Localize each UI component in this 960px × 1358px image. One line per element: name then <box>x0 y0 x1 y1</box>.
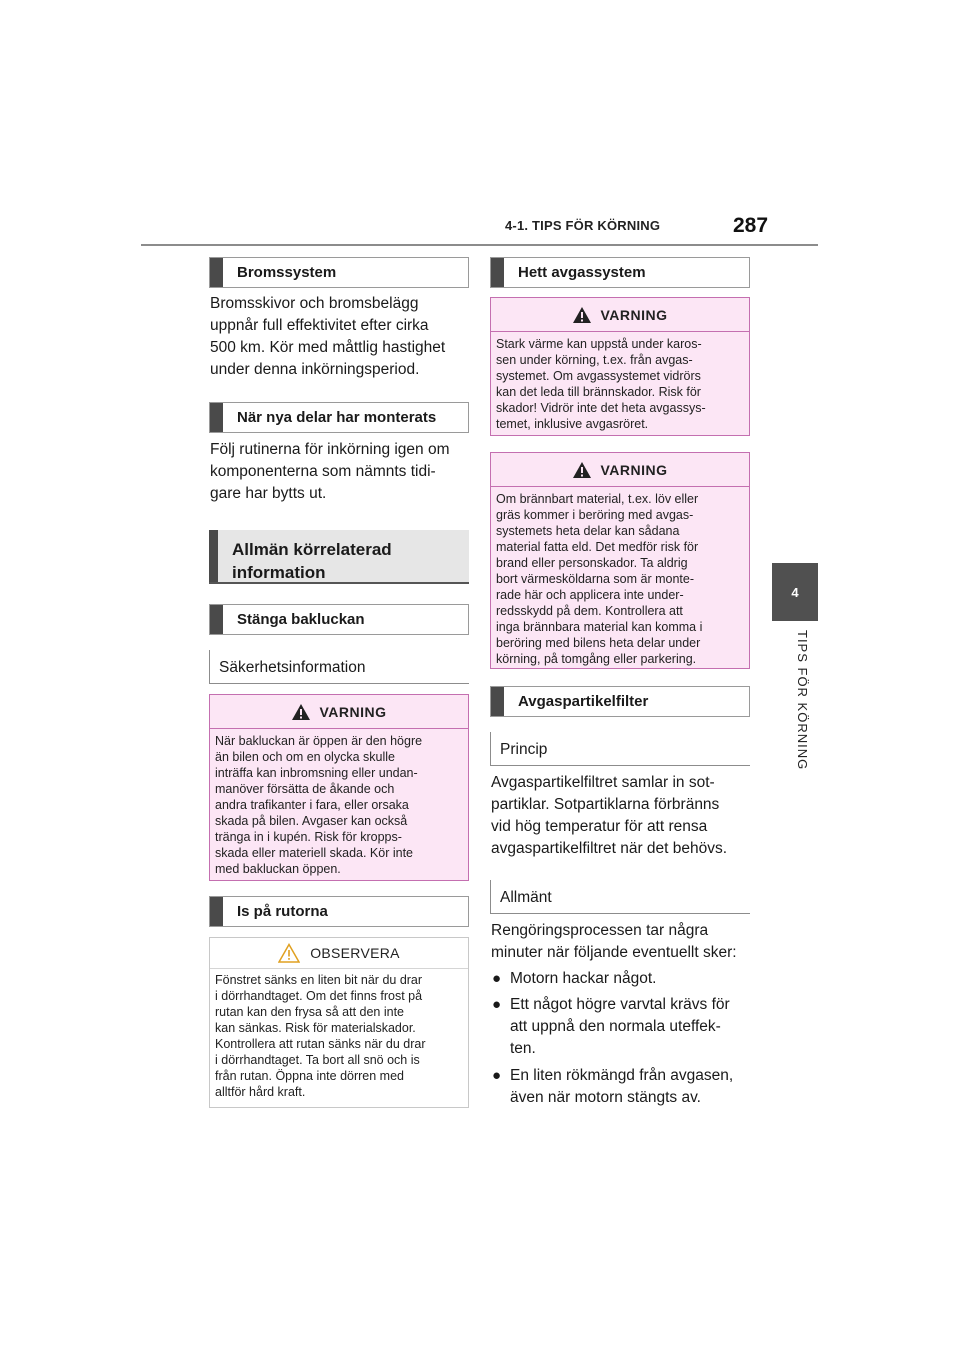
warning-line: systemet. Om avgassystemet vidrörs <box>496 369 701 383</box>
warning-triangle-icon <box>572 461 592 479</box>
note-line: från rutan. Öppna inte dörren med <box>215 1069 405 1083</box>
heading-nya-delar <box>209 402 469 433</box>
subheading-princip: Princip <box>490 732 750 766</box>
text-line: avgaspartikelfiltret när det behövs. <box>491 840 728 857</box>
page-number: 287 <box>733 214 769 237</box>
text-line: Bromsskivor och bromsbelägg <box>210 295 419 312</box>
warning-line: tränga in i kupén. Risk för kropps- <box>215 830 402 844</box>
warning-line: material fatta eld. Det medför risk för <box>496 540 699 554</box>
note-header <box>210 938 468 969</box>
bullet-icon: ● <box>492 1067 502 1084</box>
warning-line: med bakluckan öppen. <box>215 862 341 876</box>
warning-triangle-icon <box>572 306 592 324</box>
warning-triangle-icon <box>291 703 311 721</box>
heading-text: Bromssystem <box>237 264 337 281</box>
warning-box-hett-2 <box>490 452 750 669</box>
note-line: kan sänkas. Risk för materialskador. <box>215 1021 416 1035</box>
bullet-line: även när motorn stängts av. <box>510 1089 701 1106</box>
subheading-allmant: Allmänt <box>490 880 750 914</box>
text-line: Rengöringsprocessen tar några <box>491 922 709 939</box>
caution-triangle-icon <box>278 943 300 963</box>
warning-line: När bakluckan är öppen är den högre <box>215 734 423 748</box>
warning-box-baklucka <box>209 694 469 881</box>
heading-text: Stänga bakluckan <box>237 611 365 628</box>
heading-bakluckan <box>209 604 469 635</box>
warning-line: temet, inklusive avgasröret. <box>496 417 649 431</box>
warning-line: kan det leda till brännskador. Risk för <box>496 385 701 399</box>
note-line: alltför hård kraft. <box>215 1085 306 1099</box>
note-line: i dörrhandtaget. Om det finns frost på <box>215 989 423 1003</box>
heading-line: information <box>232 563 326 582</box>
warning-title: VARNING <box>600 461 668 478</box>
heading-text: Avgaspartikelfilter <box>518 693 649 710</box>
bullet-item <box>492 968 754 990</box>
princip-text <box>491 772 753 860</box>
heading-bar <box>491 258 504 287</box>
bullet-line: En liten rökmängd från avgasen, <box>510 1067 734 1084</box>
note-line: i dörrhandtaget. Ta bort all snö och is <box>215 1053 420 1067</box>
heading-bar <box>210 258 223 287</box>
chapter-tab: 4 <box>772 563 818 621</box>
bullet-item <box>492 994 754 1060</box>
heading-text: När nya delar har monterats <box>237 409 437 426</box>
bullet-icon: ● <box>492 970 502 987</box>
warning-line: än bilen och om en olycka skulle <box>215 750 395 764</box>
section-title: 4-1. TIPS FÖR KÖRNING <box>505 218 661 233</box>
text-line: Följ rutinerna för inkörning igen om <box>210 441 450 458</box>
header-divider <box>141 244 818 246</box>
bullet-line: ten. <box>510 1040 536 1057</box>
warning-line: brand eller personskador. Ta aldrig <box>496 556 688 570</box>
heading-text: Hett avgassystem <box>518 264 646 281</box>
text-line: Avgaspartikelfiltret samlar in sot- <box>491 774 715 791</box>
warning-line: systemets heta delar kan sådana <box>496 524 680 538</box>
text-line: partiklar. Sotpartiklarna förbränns <box>491 796 720 813</box>
heading-bar <box>209 530 218 582</box>
note-line: Fönstret sänks en liten bit när du drar <box>215 973 423 987</box>
warning-title: VARNING <box>600 306 668 323</box>
warning-body <box>210 729 468 877</box>
warning-line: andra trafikanter i fara, eller orsaka <box>215 798 409 812</box>
heading-bar <box>210 605 223 634</box>
text-line: vid hög temperatur för att rensa <box>491 818 708 835</box>
heading-text <box>218 530 392 582</box>
bullet-line: att uppnå den normala uteffek- <box>510 1018 721 1035</box>
warning-line: bort värmesköldarna som är monte- <box>496 572 694 586</box>
bullet-text: Motorn hackar något. <box>510 970 657 987</box>
heading-bromssystem <box>209 257 469 288</box>
allmant-text <box>491 920 753 964</box>
note-body <box>210 969 468 1100</box>
bullet-text <box>510 1065 733 1109</box>
note-title: OBSERVERA <box>310 945 400 961</box>
heading-line: Allmän körrelaterad <box>232 540 392 559</box>
heading-bar <box>210 897 223 926</box>
chapter-tab-label: TIPS FÖR KÖRNING <box>795 630 810 771</box>
subheading-sakerhet: Säkerhetsinformation <box>209 650 469 684</box>
warning-line: manöver försätta de åkande och <box>215 782 395 796</box>
text-line: minuter när följande eventuellt sker: <box>491 944 737 961</box>
bromssystem-text <box>210 293 472 381</box>
note-line: Kontrollera att rutan sänks när du drar <box>215 1037 426 1051</box>
nya-delar-text <box>210 439 472 505</box>
bullet-icon: ● <box>492 996 502 1013</box>
warning-title: VARNING <box>319 703 387 720</box>
bullet-text <box>510 994 730 1060</box>
warning-header <box>491 298 749 332</box>
warning-line: beröring med bilens heta delar under <box>496 636 701 650</box>
bullet-line: Ett något högre varvtal krävs för <box>510 996 730 1013</box>
heading-text: Is på rutorna <box>237 903 328 920</box>
warning-line: körning, på tomgång eller parkering. <box>496 652 697 666</box>
text-line: komponenterna som nämnts tidi- <box>210 463 436 480</box>
warning-line: rade här och applicera inte under- <box>496 588 684 602</box>
text-line: gare har bytts ut. <box>210 485 327 502</box>
warning-header <box>210 695 468 729</box>
warning-line: gräs kommer i beröring med avgas- <box>496 508 694 522</box>
warning-line: Stark värme kan uppstå under karos- <box>496 337 702 351</box>
text-line: 500 km. Kör med måttlig hastighet <box>210 339 446 356</box>
heading-bar <box>210 403 223 432</box>
text-line: under denna inkörningsperiod. <box>210 361 420 378</box>
warning-header <box>491 453 749 487</box>
note-line: rutan kan den frysa så att den inte <box>215 1005 405 1019</box>
warning-line: inträffa kan inbromsning eller undan- <box>215 766 418 780</box>
warning-body <box>491 487 749 667</box>
warning-box-hett-1 <box>490 297 750 436</box>
warning-line: skada på bilen. Avgaser kan också <box>215 814 408 828</box>
warning-line: Om brännbart material, t.ex. löv eller <box>496 492 699 506</box>
note-box-is <box>209 937 469 1108</box>
warning-line: sen under körning, t.ex. från avgas- <box>496 353 693 367</box>
warning-line: skada eller materiell skada. Kör inte <box>215 846 414 860</box>
heading-avgaspartikelfilter <box>490 686 750 717</box>
heading-hett-avgassystem <box>490 257 750 288</box>
warning-body <box>491 332 749 432</box>
warning-line: skador! Vidrör inte det heta avgassys- <box>496 401 706 415</box>
bullet-item <box>492 1065 754 1109</box>
warning-line: inga brännbara material kan komma i <box>496 620 703 634</box>
heading-is <box>209 896 469 927</box>
text-line: uppnår full effektivitet efter cirka <box>210 317 429 334</box>
warning-line: redsskydd på dem. Kontrollera att <box>496 604 683 618</box>
heading-bar <box>491 687 504 716</box>
heading-allman <box>209 530 469 584</box>
